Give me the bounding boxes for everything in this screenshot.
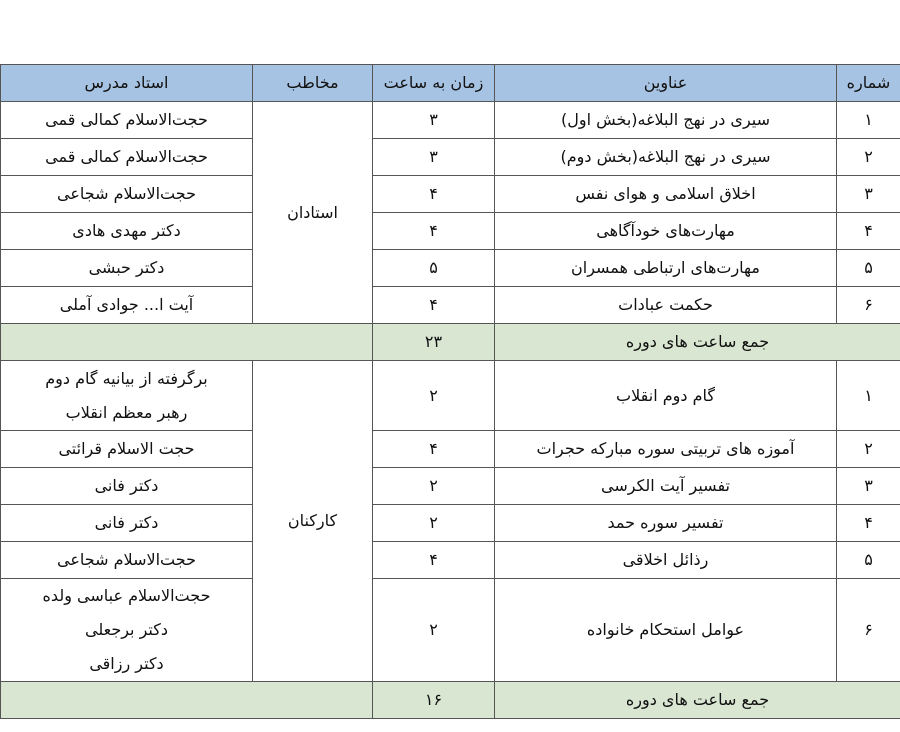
row-hours: ۲ xyxy=(373,361,495,431)
total-hours: ۲۳ xyxy=(373,324,495,361)
table-row xyxy=(1,468,900,505)
row-number: ۶ xyxy=(837,287,900,324)
row-hours: ۲ xyxy=(373,505,495,542)
total-row xyxy=(1,324,900,361)
row-teacher: دکتر حبشی xyxy=(1,250,253,287)
row-teacher: دکتر فانی xyxy=(1,505,253,542)
row-number: ۵ xyxy=(837,250,900,287)
row-teacher: دکتر مهدی هادی xyxy=(1,213,253,250)
table-row xyxy=(1,431,900,468)
table-row xyxy=(1,250,900,287)
row-title: گام دوم انقلاب xyxy=(495,361,837,431)
header-title: عناوین xyxy=(495,65,837,102)
row-hours: ۳ xyxy=(373,102,495,139)
header-hours: زمان به ساعت xyxy=(373,65,495,102)
table-row xyxy=(1,139,900,176)
total-empty-cell xyxy=(1,324,373,361)
row-title: تفسیر سوره حمد xyxy=(495,505,837,542)
row-title: سیری در نهج البلاغه(بخش دوم) xyxy=(495,139,837,176)
teacher-line: حجت‌الاسلام عباسی ولده xyxy=(42,586,211,605)
total-row xyxy=(1,682,900,719)
row-hours: ۴ xyxy=(373,431,495,468)
row-number: ۵ xyxy=(837,542,900,579)
row-hours: ۴ xyxy=(373,176,495,213)
row-title: حکمت عبادات xyxy=(495,287,837,324)
row-hours: ۴ xyxy=(373,542,495,579)
teacher-line: رهبر معظم انقلاب xyxy=(65,402,188,422)
table-row xyxy=(1,542,900,579)
row-title: مهارت‌های ارتباطی همسران xyxy=(495,250,837,287)
table-row xyxy=(1,102,900,139)
teacher-line: دکتر برجعلی xyxy=(84,620,168,639)
row-hours: ۳ xyxy=(373,139,495,176)
row-title: آموزه های تربیتی سوره مبارکه حجرات xyxy=(495,431,837,468)
row-title: رذائل اخلاقی xyxy=(495,542,837,579)
header-teacher: استاد مدرس xyxy=(1,65,253,102)
header-audience: مخاطب xyxy=(253,65,373,102)
row-teacher: دکتر فانی xyxy=(1,468,253,505)
row-teacher: حجت‌الاسلام کمالی قمی xyxy=(1,139,253,176)
row-teacher: حجت‌الاسلام شجاعی xyxy=(1,542,253,579)
row-number: ۱ xyxy=(837,102,900,139)
table-row xyxy=(1,505,900,542)
table-row xyxy=(1,287,900,324)
course-table xyxy=(0,64,900,719)
row-teacher: حجت الاسلام قرائتی xyxy=(1,431,253,468)
row-number: ۴ xyxy=(837,505,900,542)
total-label: جمع ساعت های دوره xyxy=(495,682,900,719)
header-number: شماره xyxy=(837,65,900,102)
row-teacher: حجت‌الاسلام شجاعی xyxy=(1,176,253,213)
row-teacher xyxy=(1,579,253,682)
row-hours: ۵ xyxy=(373,250,495,287)
teacher-line: دکتر رزاقی xyxy=(89,654,164,673)
table-row xyxy=(1,176,900,213)
row-number: ۱ xyxy=(837,361,900,431)
row-number: ۴ xyxy=(837,213,900,250)
row-number: ۶ xyxy=(837,579,900,682)
row-title: سیری در نهج البلاغه(بخش اول) xyxy=(495,102,837,139)
row-number: ۲ xyxy=(837,431,900,468)
audience-cell: استادان xyxy=(253,102,373,324)
row-teacher: آیت ا... جوادی آملی xyxy=(1,287,253,324)
row-number: ۳ xyxy=(837,468,900,505)
row-title: تفسیر آیت الکرسی xyxy=(495,468,837,505)
table-row xyxy=(1,361,900,431)
row-title: عوامل استحکام خانواده xyxy=(495,579,837,682)
course-schedule xyxy=(0,64,900,719)
row-hours: ۲ xyxy=(373,468,495,505)
row-hours: ۴ xyxy=(373,213,495,250)
total-label: جمع ساعت های دوره xyxy=(495,324,900,361)
row-number: ۳ xyxy=(837,176,900,213)
row-teacher: حجت‌الاسلام کمالی قمی xyxy=(1,102,253,139)
row-title: مهارت‌های خودآگاهی xyxy=(495,213,837,250)
total-hours: ۱۶ xyxy=(373,682,495,719)
row-hours: ۴ xyxy=(373,287,495,324)
row-hours: ۲ xyxy=(373,579,495,682)
audience-cell: کارکنان xyxy=(253,361,373,682)
table-row xyxy=(1,579,900,682)
header-row xyxy=(1,65,900,102)
row-teacher xyxy=(1,361,253,431)
row-title: اخلاق اسلامی و هوای نفس xyxy=(495,176,837,213)
teacher-line: برگرفته از بیانیه گام دوم xyxy=(45,368,208,388)
table-row xyxy=(1,213,900,250)
row-number: ۲ xyxy=(837,139,900,176)
total-empty-cell xyxy=(1,682,373,719)
